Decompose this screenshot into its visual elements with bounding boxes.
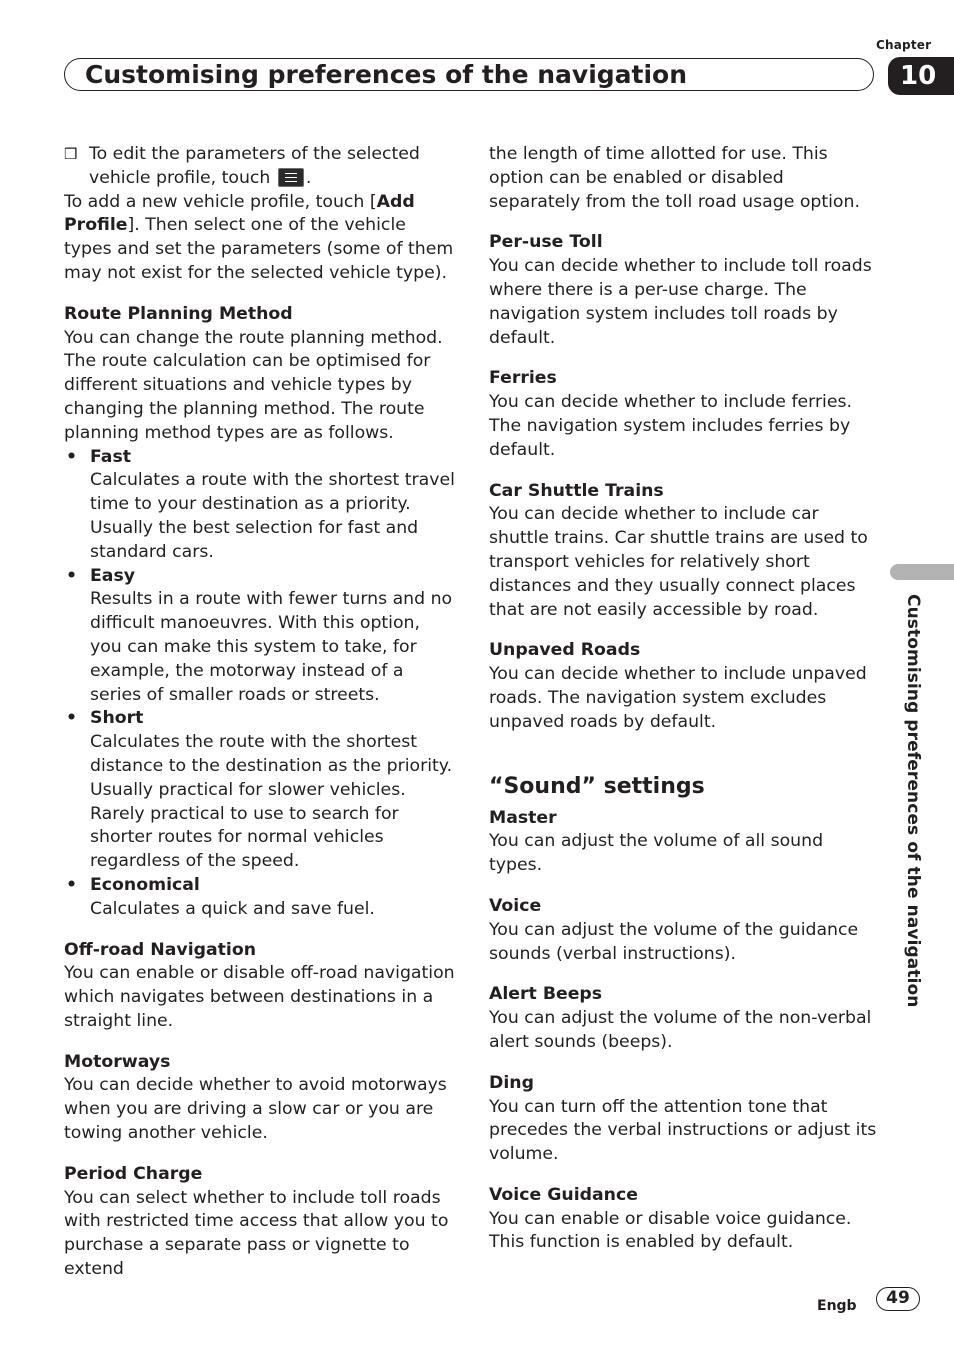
intro-section xyxy=(64,143,456,286)
section-body: You can decide whether to avoid motorways when you are driving a slow car or you are towing another vehicle. xyxy=(64,1075,447,1144)
list-item-title: Short xyxy=(90,708,144,729)
list-item xyxy=(64,565,456,708)
footer-language: Engb xyxy=(817,1298,857,1314)
list-item-title: Fast xyxy=(90,446,132,467)
checkbox-icon: ❒ xyxy=(64,145,78,163)
section-body: You can adjust the volume of the non-verbal alert sounds (beeps). xyxy=(489,1008,872,1052)
voice-guidance-section xyxy=(489,1184,877,1255)
bullet-icon: • xyxy=(66,446,78,467)
period-charge-continued xyxy=(489,143,877,214)
bullet-icon: • xyxy=(66,874,78,895)
section-title: Route Planning Method xyxy=(64,303,293,324)
list-item xyxy=(64,446,456,565)
list-item-body: Calculates a quick and save fuel. xyxy=(90,898,375,919)
section-body: You can enable or disable voice guidance. This function is enabled by default. xyxy=(489,1208,852,1253)
chapter-label: Chapter xyxy=(876,38,932,52)
unpaved-section xyxy=(489,639,877,734)
section-body: You can change the route planning method. The route calculation can be optimised for different situations and vehicle types by changing the planning method. The route planning method types are as follows. xyxy=(64,327,443,443)
section-title: Per-use Toll xyxy=(489,232,603,253)
sound-settings-heading: “Sound” settings xyxy=(489,773,705,799)
page-title: Customising preferences of the navigation xyxy=(85,60,688,89)
list-item-body: Results in a route with fewer turns and no difficult manoeuvres. With this option, you can make this system to take, for example, the motorway instead of a series of smaller roads or streets. xyxy=(90,589,453,705)
alert-beeps-section xyxy=(489,983,877,1054)
car-shuttle-section xyxy=(489,480,877,623)
section-body: You can enable or disable off-road navigation which navigates between destinations in a straight line. xyxy=(64,963,455,1031)
section-body: You can adjust the volume of the guidance sounds (verbal instructions). xyxy=(489,919,859,964)
section-title: Voice Guidance xyxy=(489,1184,638,1205)
section-title: Motorways xyxy=(64,1051,171,1072)
offroad-section xyxy=(64,939,456,1034)
period-charge-section xyxy=(64,1163,456,1282)
ferries-section xyxy=(489,367,877,462)
section-body: You can decide whether to include car shuttle trains. Car shuttle trains are used to transport vehicles for relatively short distances and they usually connect places that are not easily accessible by road. xyxy=(489,504,868,620)
section-body: You can select whether to include toll roads with restricted time access that allow you to purchase a separate pass or vignette to extend xyxy=(64,1187,449,1280)
section-body: You can turn off the attention tone that precedes the verbal instructions or adjust its volume. xyxy=(489,1096,877,1165)
checklist-item xyxy=(64,143,456,191)
route-planning-section xyxy=(64,303,456,922)
list-item-title: Economical xyxy=(90,874,200,895)
section-title: Car Shuttle Trains xyxy=(489,480,664,501)
section-title: Off-road Navigation xyxy=(64,939,257,960)
add-profile-paragraph: To add a new vehicle profile, touch [Add Profile]. Then select one of the vehicle types and set the parameters (some of them may not exist for the selected vehicle type). xyxy=(64,191,454,283)
section-body: You can decide whether to include unpaved roads. The navigation system excludes unpaved roads by default. xyxy=(489,664,867,732)
bullet-icon: • xyxy=(66,565,78,586)
page-number: 49 xyxy=(876,1287,920,1311)
section-body: the length of time allotted for use. This option can be enabled or disabled separately from the toll road usage option. xyxy=(489,144,860,212)
list-item xyxy=(64,707,456,874)
left-column xyxy=(64,143,456,1282)
side-tab-marker xyxy=(890,564,954,580)
master-section xyxy=(489,807,877,878)
planning-method-list xyxy=(64,446,456,922)
section-body: You can adjust the volume of all sound types. xyxy=(489,831,824,876)
section-title: Master xyxy=(489,807,557,828)
motorways-section xyxy=(64,1051,456,1146)
section-title: Unpaved Roads xyxy=(489,640,641,661)
menu-icon xyxy=(278,168,304,187)
section-title: Period Charge xyxy=(64,1163,203,1184)
checklist-text: To edit the parameters of the selected vehicle profile, touch . xyxy=(89,144,420,188)
list-item-body: Calculates a route with the shortest travel time to your destination as a priority. Usually the best selection for fast and standard cars. xyxy=(90,470,455,562)
list-item-body: Calculates the route with the shortest distance to the destination as the priority. Usually practical for slower vehicles. Rarely practical to use to search for shorter routes for normal vehicles regardless of the speed. xyxy=(90,732,453,872)
per-use-toll-section xyxy=(489,231,877,350)
chapter-number: 10 xyxy=(900,61,937,91)
section-title: Ding xyxy=(489,1072,534,1093)
chapter-badge xyxy=(888,57,954,95)
voice-section xyxy=(489,895,877,966)
section-body: You can decide whether to include toll roads where there is a per-use charge. The navigation system includes toll roads by default. xyxy=(489,256,872,348)
list-item xyxy=(64,874,456,922)
header-bar xyxy=(64,58,874,91)
right-column xyxy=(489,143,877,1255)
ding-section xyxy=(489,1072,877,1167)
list-item-title: Easy xyxy=(90,565,136,586)
add-profile-label: Add Profile xyxy=(64,191,415,236)
section-title: Alert Beeps xyxy=(489,984,603,1005)
section-title: Ferries xyxy=(489,368,557,389)
bullet-icon: • xyxy=(66,708,78,729)
section-body: You can decide whether to include ferries. The navigation system includes ferries by default. xyxy=(489,392,852,460)
side-tab-text: Customising preferences of the navigation xyxy=(903,594,923,1008)
section-title: Voice xyxy=(489,895,542,916)
